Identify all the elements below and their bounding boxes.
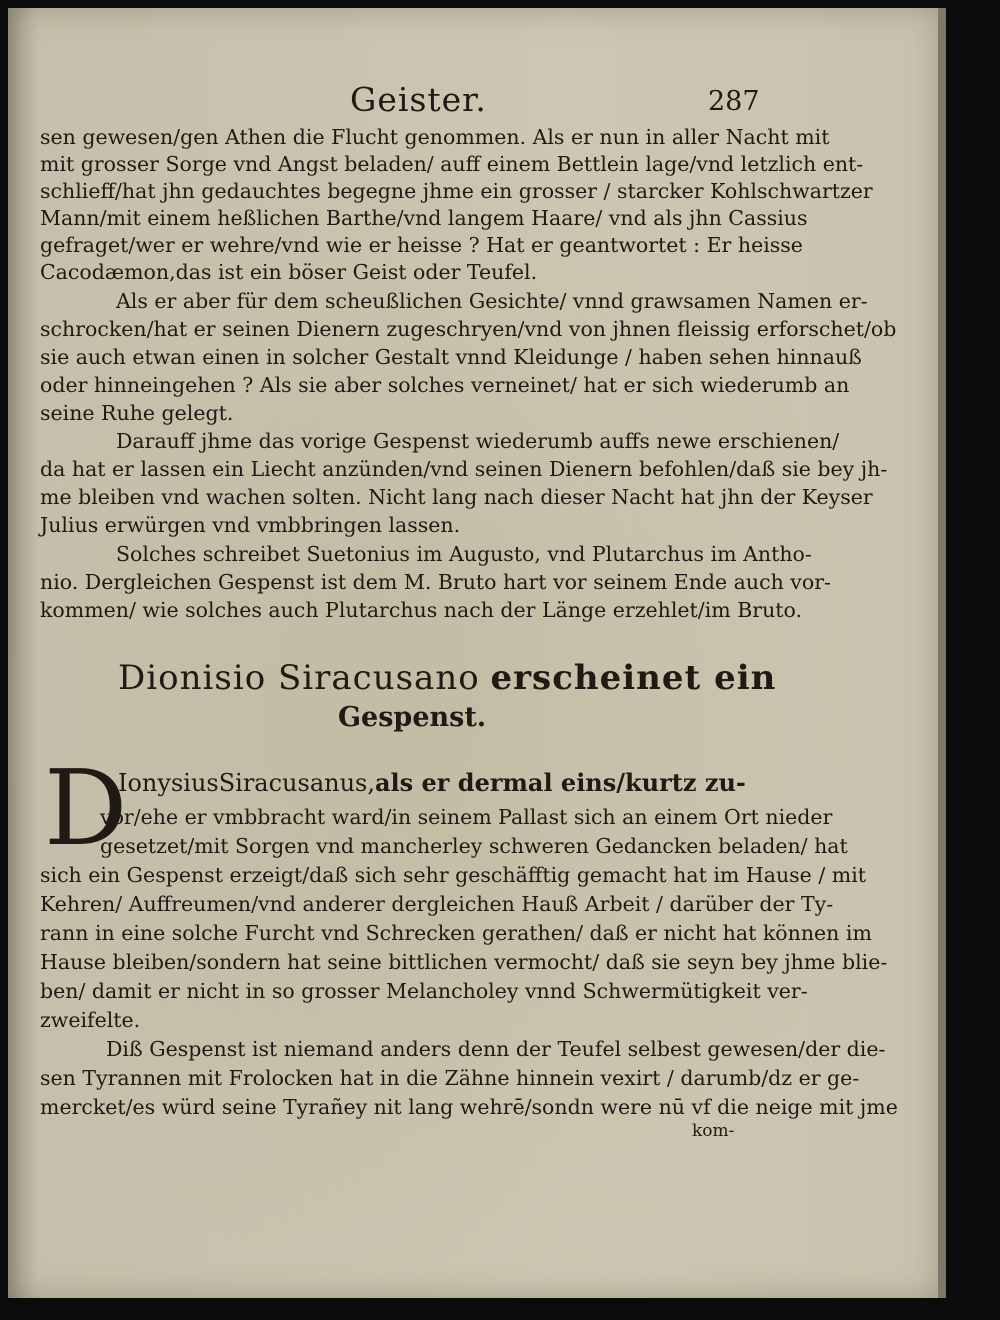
catchword: kom-	[692, 1121, 735, 1141]
book-page	[8, 8, 938, 1298]
text-line: da hat er lassen ein Liecht anzünden/vnd seinen Dienern befohlen/daß sie bey jh-	[40, 457, 888, 481]
text-line: oder hinneingehen ? Als sie aber solches verneinet/ hat er sich wiederumb an	[40, 373, 850, 397]
section-heading-roman: Dionisio Siracusano	[118, 658, 480, 698]
text-line: Darauff jhme das vorige Gespenst wiederumb auffs newe erschienen/	[116, 429, 840, 453]
text-line: ben/ damit er nicht in so grosser Melancholey vnnd Schwermütigkeit ver-	[40, 979, 808, 1003]
text-line: sich ein Gespenst erzeigt/daß sich sehr geschäfftig gemacht hat im Hause / mit	[40, 863, 866, 887]
text-line: sen gewesen/gen Athen die Flucht genommen. Als er nun in aller Nacht mit	[40, 125, 830, 149]
text-line: gesetzet/mit Sorgen vnd mancherley schweren Gedancken beladen/ hat	[100, 834, 848, 858]
text-line: Mann/mit einem heßlichen Barthe/vnd langem Haare/ vnd als jhn Cassius	[40, 206, 808, 230]
first-line-roman: IonysiusSiracusanus,	[118, 769, 375, 797]
text-line: Kehren/ Auffreumen/vnd anderer dergleichen Hauß Arbeit / darüber der Ty-	[40, 892, 834, 916]
page-edge	[938, 8, 946, 1298]
first-line-bold: als er dermal eins/kurtz zu-	[375, 768, 746, 797]
text-line: rann in eine solche Furcht vnd Schrecken gerathen/ daß er nicht hat können im	[40, 921, 872, 945]
text-line: nio. Dergleichen Gespenst ist dem M. Bruto hart vor seinem Ende auch vor-	[40, 570, 831, 594]
text-line: zweifelte.	[40, 1008, 141, 1032]
page-number: 287	[708, 86, 760, 117]
text-line: Hause bleiben/sondern hat seine bittlichen vermocht/ daß sie seyn bey jhme blie-	[40, 950, 888, 974]
drop-cap: D	[44, 747, 128, 869]
text-line: Julius erwürgen vnd vmbbringen lassen.	[40, 513, 461, 537]
first-line	[118, 768, 746, 797]
text-line: me bleiben vnd wachen solten. Nicht lang nach dieser Nacht hat jhn der Keyser	[40, 485, 873, 509]
text-line: schlieff/hat jhn gedauchtes begegne jhme ein grosser / starcker Kohlschwartzer	[40, 179, 873, 203]
section-heading	[118, 658, 776, 698]
text-line: Als er aber für dem scheußlichen Gesichte/ vnnd grawsamen Namen er-	[116, 289, 868, 313]
running-head: Geister.	[350, 80, 487, 119]
text-line: mercket/es würd seine Tyrañey nit lang wehrē/sondn were nū vf die neige mit jme	[40, 1095, 898, 1119]
section-heading-blackletter: erscheinet ein	[490, 658, 777, 698]
text-line: sie auch etwan einen in solcher Gestalt vnnd Kleidunge / haben sehen hinnauß	[40, 345, 862, 369]
text-line: vor/ehe er vmbbracht ward/in seinem Pallast sich an einem Ort nieder	[100, 805, 833, 829]
text-line: seine Ruhe gelegt.	[40, 401, 234, 425]
section-heading-second-line: Gespenst.	[338, 702, 487, 733]
text-line: gefraget/wer er wehre/vnd wie er heisse ? Hat er geantwortet : Er heisse	[40, 233, 803, 257]
text-line: Diß Gespenst ist niemand anders denn der Teufel selbest gewesen/der die-	[106, 1037, 886, 1061]
text-line: mit grosser Sorge vnd Angst beladen/ auff einem Bettlein lage/vnd letzlich ent-	[40, 152, 864, 176]
text-line: Solches schreibet Suetonius im Augusto, vnd Plutarchus im Antho-	[116, 542, 812, 566]
text-line: sen Tyrannen mit Frolocken hat in die Zähne hinnein vexirt / darumb/dz er ge-	[40, 1066, 860, 1090]
text-line: Cacodæmon,das ist ein böser Geist oder Teufel.	[40, 260, 538, 284]
text-line: schrocken/hat er seinen Dienern zugeschryen/vnd von jhnen fleissig erforschet/ob	[40, 317, 897, 341]
text-line: kommen/ wie solches auch Plutarchus nach der Länge erzehlet/im Bruto.	[40, 598, 803, 622]
